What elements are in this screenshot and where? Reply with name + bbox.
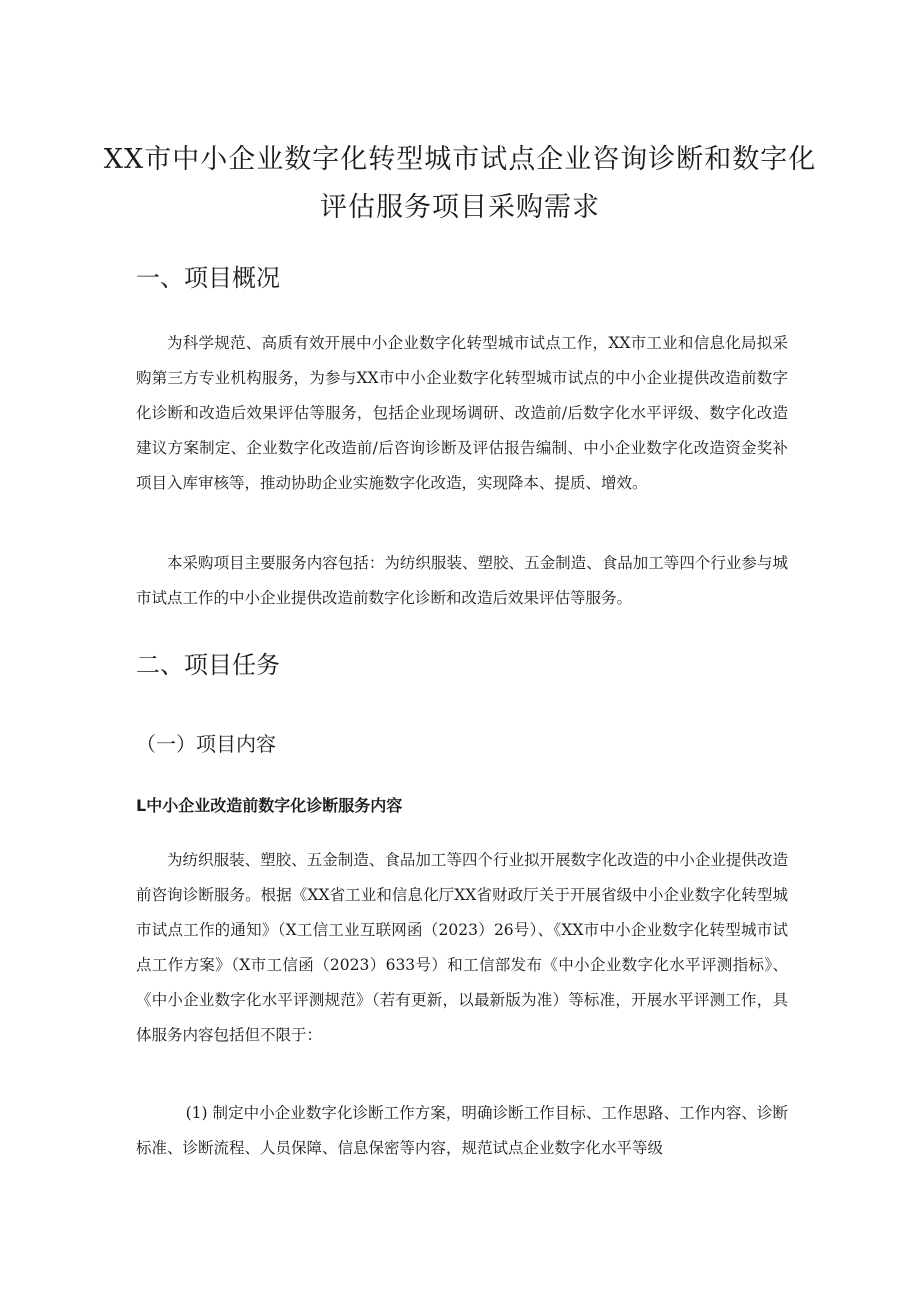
item-1-paragraph: 为纺织服装、塑胶、五金制造、食品加工等四个行业拟开展数字化改造的中小企业提供改造前咨询诊断服务。根据《XX省工业和信息化厅XX省财政厅关于开展省级中小企业数字化转型城市试点工作的通知》（X工信工业互联网函（2023）26号）、《XX市中小企业数字化转型城市试点工作方案》（X市工信函（2023）633号）和工信部发布《中小企业数字化水平评测指标》、《中小企业数字化水平评测规范》（若有更新，以最新版为准）等标准，开展水平评测工作，具体服务内容包括但不限于： (136, 851, 788, 1044)
subsection-1-heading: （一）项目内容 (136, 732, 276, 756)
section-2-heading: 二、项目任务 (136, 651, 280, 679)
item-1-subitem-1: (1) 制定中小企业数字化诊断工作方案，明确诊断工作目标、工作思路、工作内容、诊断标准、诊断流程、人员保障、信息保密等内容，规范试点企业数字化水平等级 (136, 1104, 788, 1157)
section-1-paragraph-2: 本采购项目主要服务内容包括：为纺织服装、塑胶、五金制造、食品加工等四个行业参与城市试点工作的中小企业提供改造前数字化诊断和改造后效果评估等服务。 (136, 554, 788, 607)
section-1-paragraph-1: 为科学规范、高质有效开展中小企业数字化转型城市试点工作，XX市工业和信息化局拟采购第三方专业机构服务，为参与XX市中小企业数字化转型城市试点的中小企业提供改造前数字化诊断和改造后效果评估等服务，包括企业现场调研、改造前/后数字化水平评级、数字化改造建议方案制定、企业数字化改造前/后咨询诊断及评估报告编制、中小企业数字化改造资金奖补项目入库审核等，推动协助企业实施数字化改造，实现降本、提质、增效。 (136, 334, 788, 492)
document-title-line-2: 评估服务项目采购需求 (320, 192, 600, 223)
item-1-heading: L中小企业改造前数字化诊断服务内容 (136, 796, 403, 815)
document-title-line-1: XX市中小企业数字化转型城市试点企业咨询诊断和数字化 (103, 144, 817, 175)
section-1-heading: 一、项目概况 (136, 264, 280, 292)
